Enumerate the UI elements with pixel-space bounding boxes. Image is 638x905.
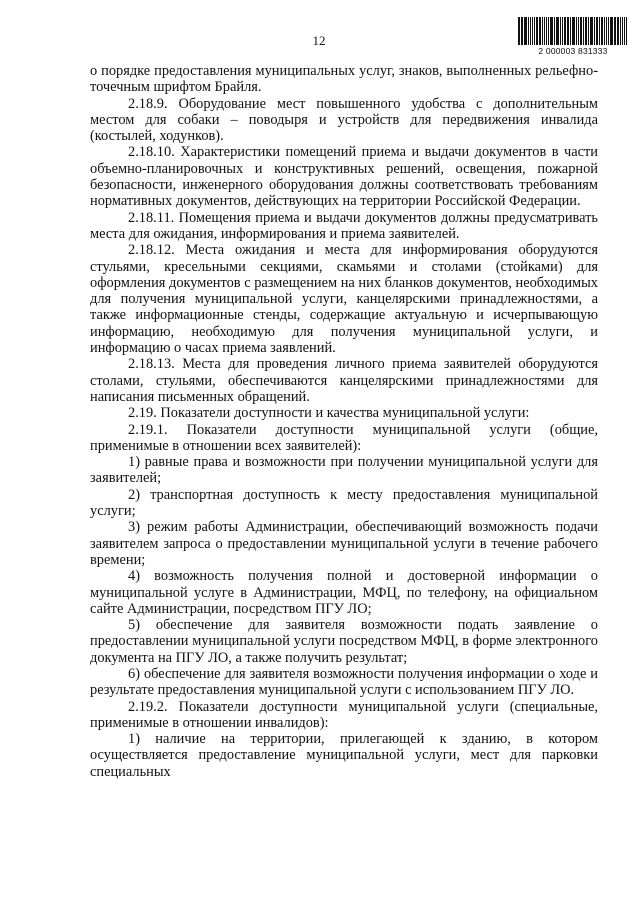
barcode-bar <box>521 17 522 45</box>
barcode-bar <box>622 17 623 45</box>
paragraph: о порядке предоставления муниципальных услуг, знаков, выполненных рельефно-точечным шрифтом Брайля. <box>90 63 598 96</box>
barcode-bar <box>591 17 593 45</box>
barcode-bar <box>534 17 535 45</box>
barcode-bar <box>572 17 573 45</box>
barcode-bar <box>554 17 555 45</box>
paragraph: 2.18.12. Места ожидания и места для информирования оборудуются стульями, кресельными секциями, скамьями и столами (стойками) для оформления документов с размещением на них бланков документов, необходимых для получения муниципальной услуги, канцелярскими принадлежностями, а также информационные стенды, содержащие актуальную и исчерпывающую информацию, необходимую для получения муниципальной услуги, и информацию о часах приема заявлений. <box>90 242 598 357</box>
barcode-bar <box>567 17 569 45</box>
barcode-bar <box>601 17 603 45</box>
paragraph: 2.18.11. Помещения приема и выдачи документов должны предусматривать места для ожидания, информирования и приема заявителей. <box>90 209 598 242</box>
list-item: 6) обеспечение для заявителя возможности получения информации о ходе и результате предоставления муниципальной услуги с использованием ПГУ ЛО. <box>90 665 598 699</box>
barcode-bar <box>576 17 577 45</box>
list-item: 1) равные права и возможности при получении муниципальной услуги для заявителей; <box>90 454 598 487</box>
barcode-bar <box>620 17 621 45</box>
barcode-bar <box>550 17 552 45</box>
barcode-bar <box>546 17 548 45</box>
list-item: 2) транспортная доступность к месту предоставления муниципальной услуги; <box>90 486 598 520</box>
barcode-bar <box>548 17 549 45</box>
barcode-bar <box>524 17 526 45</box>
document-body <box>90 63 598 780</box>
barcode-bar <box>604 17 605 45</box>
barcode-bar <box>596 17 598 45</box>
barcode-bar <box>564 17 566 45</box>
barcode-bar <box>606 17 607 45</box>
barcode-number: 2 000003 831333 <box>538 46 608 56</box>
barcode-bar <box>536 17 538 45</box>
barcode-bar <box>570 17 571 45</box>
barcode-bar <box>530 17 532 45</box>
list-item: 4) возможность получения полной и достоверной информации о муниципальной услуге в Администрации, МФЦ, по телефону, на официальном сайте Администрации, посредством ПГУ ЛО; <box>90 568 598 617</box>
barcode-bar <box>573 17 575 45</box>
barcode-bar <box>594 17 595 45</box>
paragraph: 2.18.13. Места для проведения личного приема заявителей оборудуются столами, стульями, обеспечиваются канцелярскими принадлежностями для написания письменных обращений. <box>90 356 598 405</box>
barcode-bar <box>610 17 612 45</box>
barcode-bar <box>518 17 520 45</box>
barcode-bar <box>585 17 587 45</box>
barcode-bar <box>608 17 610 45</box>
barcode-bar <box>544 17 545 45</box>
paragraph: 2.18.10. Характеристики помещений приема и выдачи документов в части объемно-планировочных и конструктивных решений, освещения, пожарной безопасности, инженерного оборудования должны соответствовать требованиям нормативных документов, действующих на территории Российской Федерации. <box>90 144 598 210</box>
barcode-bar <box>615 17 616 45</box>
barcode-bar <box>626 17 627 45</box>
barcode-bar <box>590 17 591 45</box>
barcode-bar <box>539 17 541 45</box>
paragraph: 2.19.2. Показатели доступности муниципальной услуги (специальные, применимые в отношении инвалидов): <box>90 698 598 731</box>
barcode <box>518 17 628 57</box>
barcode-bar <box>542 17 543 45</box>
barcode-bar <box>560 17 561 45</box>
barcode-bars <box>518 17 628 45</box>
list-item: 3) режим работы Администрации, обеспечивающий возможность подачи заявителем запроса о предоставлении муниципальной услуги в течение рабочего времени; <box>90 519 598 568</box>
list-item: 1) наличие на территории, прилегающей к зданию, в котором осуществляется предоставление муниципальной услуги, мест для парковки специальных <box>90 731 598 780</box>
list-item: 5) обеспечение для заявителя возможности подать заявление о предоставлении муниципальной услуги посредством МФЦ, в форме электронного документа на ПГУ ЛО, а также получить результат; <box>90 617 598 666</box>
barcode-bar <box>556 17 557 45</box>
barcode-bar <box>557 17 559 45</box>
barcode-bar <box>522 17 523 45</box>
section-heading: 2.19. Показатели доступности и качества муниципальной услуги: <box>128 405 530 422</box>
barcode-bar <box>617 17 619 45</box>
barcode-bar <box>562 17 563 45</box>
barcode-bar <box>599 17 600 45</box>
barcode-bar <box>614 17 615 45</box>
barcode-bar <box>588 17 589 45</box>
barcode-bar <box>583 17 584 45</box>
barcode-bar <box>578 17 579 45</box>
barcode-bar <box>528 17 529 45</box>
paragraph: 2.19.1. Показатели доступности муниципальной услуги (общие, применимые в отношении всех заявителей): <box>90 421 598 454</box>
barcode-bar <box>580 17 582 45</box>
paragraph: 2.18.9. Оборудование мест повышенного удобства с дополнительным местом для собаки – поводыря и устройств для передвижения инвалида (костылей, ходунков). <box>90 95 598 145</box>
page-number: 12 <box>312 33 326 48</box>
barcode-bar <box>624 17 626 45</box>
barcode-bar <box>532 17 533 45</box>
